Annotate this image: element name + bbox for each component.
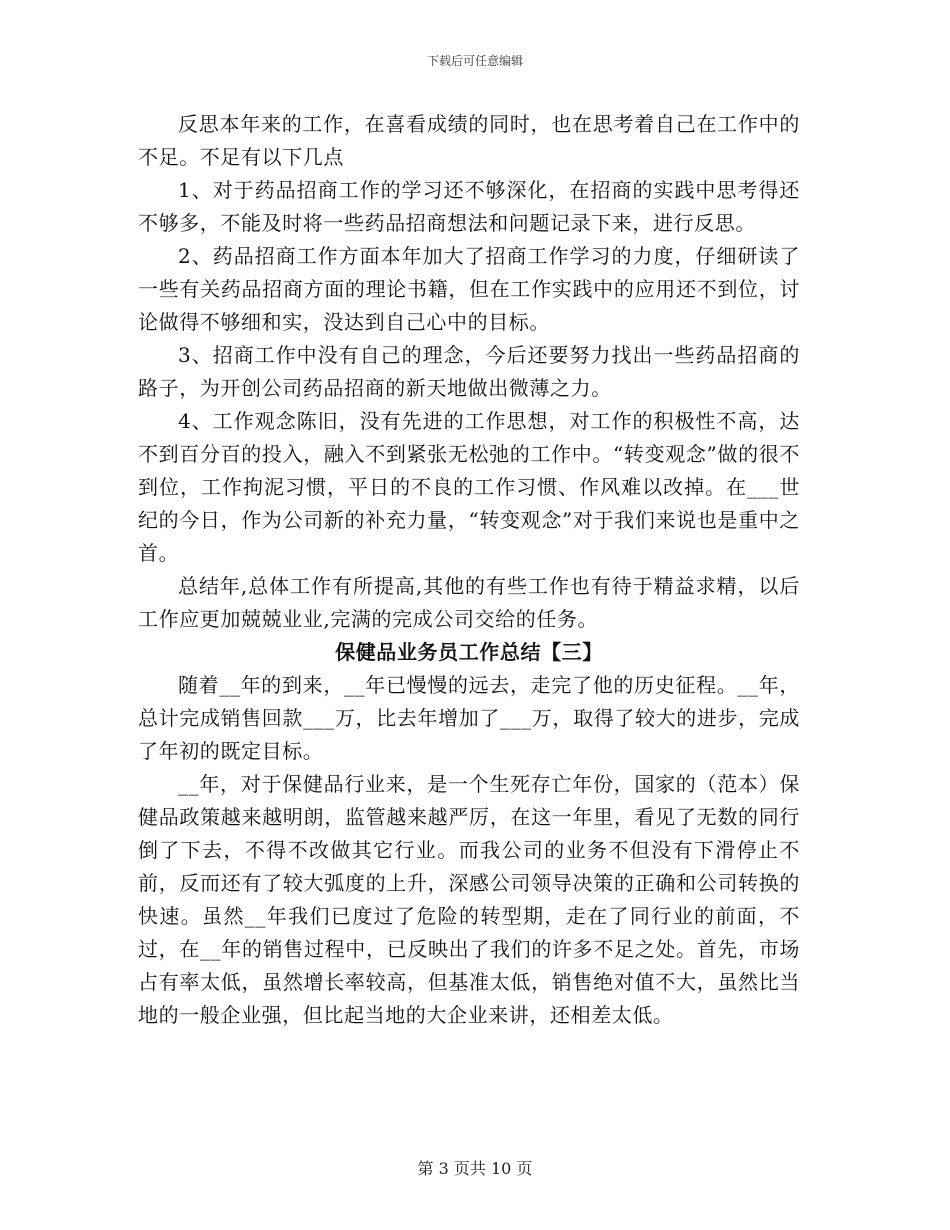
paragraph-reflection-intro: 反思本年来的工作，在喜看成绩的同时，也在思考着自己在工作中的不足。不足有以下几点: [138, 112, 800, 169]
page-number-footer: 第 3 页共 10 页: [417, 1159, 533, 1178]
document-body: [138, 108, 800, 1032]
section-title: 保健品业务员工作总结【三】: [335, 640, 603, 664]
paragraph-point-3: 3、招商工作中没有自己的理念，今后还要努力找出一些药品招商的路子，为开创公司药品招商的新天地做出微薄之力。: [138, 343, 800, 400]
paragraph-point-1: 1、对于药品招商工作的学习还不够深化，在招商的实践中思考得还不够多，不能及时将一些药品招商想法和问题记录下来，进行反思。: [138, 178, 800, 235]
paragraph-point-4: 4、工作观念陈旧，没有先进的工作思想，对工作的积极性不高，达不到百分百的投入，融入不到紧张无松弛的工作中。“转变观念”做的很不到位，工作拘泥习惯，平日的不良的工作习惯、作风难以改掉。在___世纪的今日，作为公司新的补充力量，“转变观念”对于我们来说也是重中之首。: [138, 409, 800, 565]
paragraph-point-2: 2、药品招商工作方面本年加大了招商工作学习的力度，仔细研读了一些有关药品招商方面的理论书籍，但在工作实践中的应用还不到位，讨论做得不够细和实，没达到自己心中的目标。: [138, 244, 800, 334]
paragraph-summary: 总结年,总体工作有所提高,其他的有些工作也有待于精益求精，以后工作应更加兢兢业业,完满的完成公司交给的任务。: [138, 574, 800, 631]
paragraph-sales-result: 随着__年的到来，__年已慢慢的远去，走完了他的历史征程。__年，总计完成销售回款___万，比去年增加了___万，取得了较大的进步，完成了年初的既定目标。: [138, 673, 800, 763]
page-header: 下载后可任意编辑: [426, 54, 523, 68]
paragraph-industry-review: __年，对于保健品行业来，是一个生死存亡年份，国家的（范本）保健品政策越来越明朗，监管越来越严厉，在这一年里，看见了无数的同行倒了下去，不得不改做其它行业。而我公司的业务不但没有下滑停止不前，反而还有了较大弧度的上升，深感公司领导决策的正确和公司转换的快速。虽然__年我们已度过了危险的转型期，走在了同行业的前面，不过，在__年的销售过程中，已反映出了我们的许多不足之处。首先，市场占有率太低，虽然增长率较高，但基准太低，销售绝对值不大，虽然比当地的一般企业强，但比起当地的大企业来讲，还相差太低。: [138, 772, 800, 1027]
